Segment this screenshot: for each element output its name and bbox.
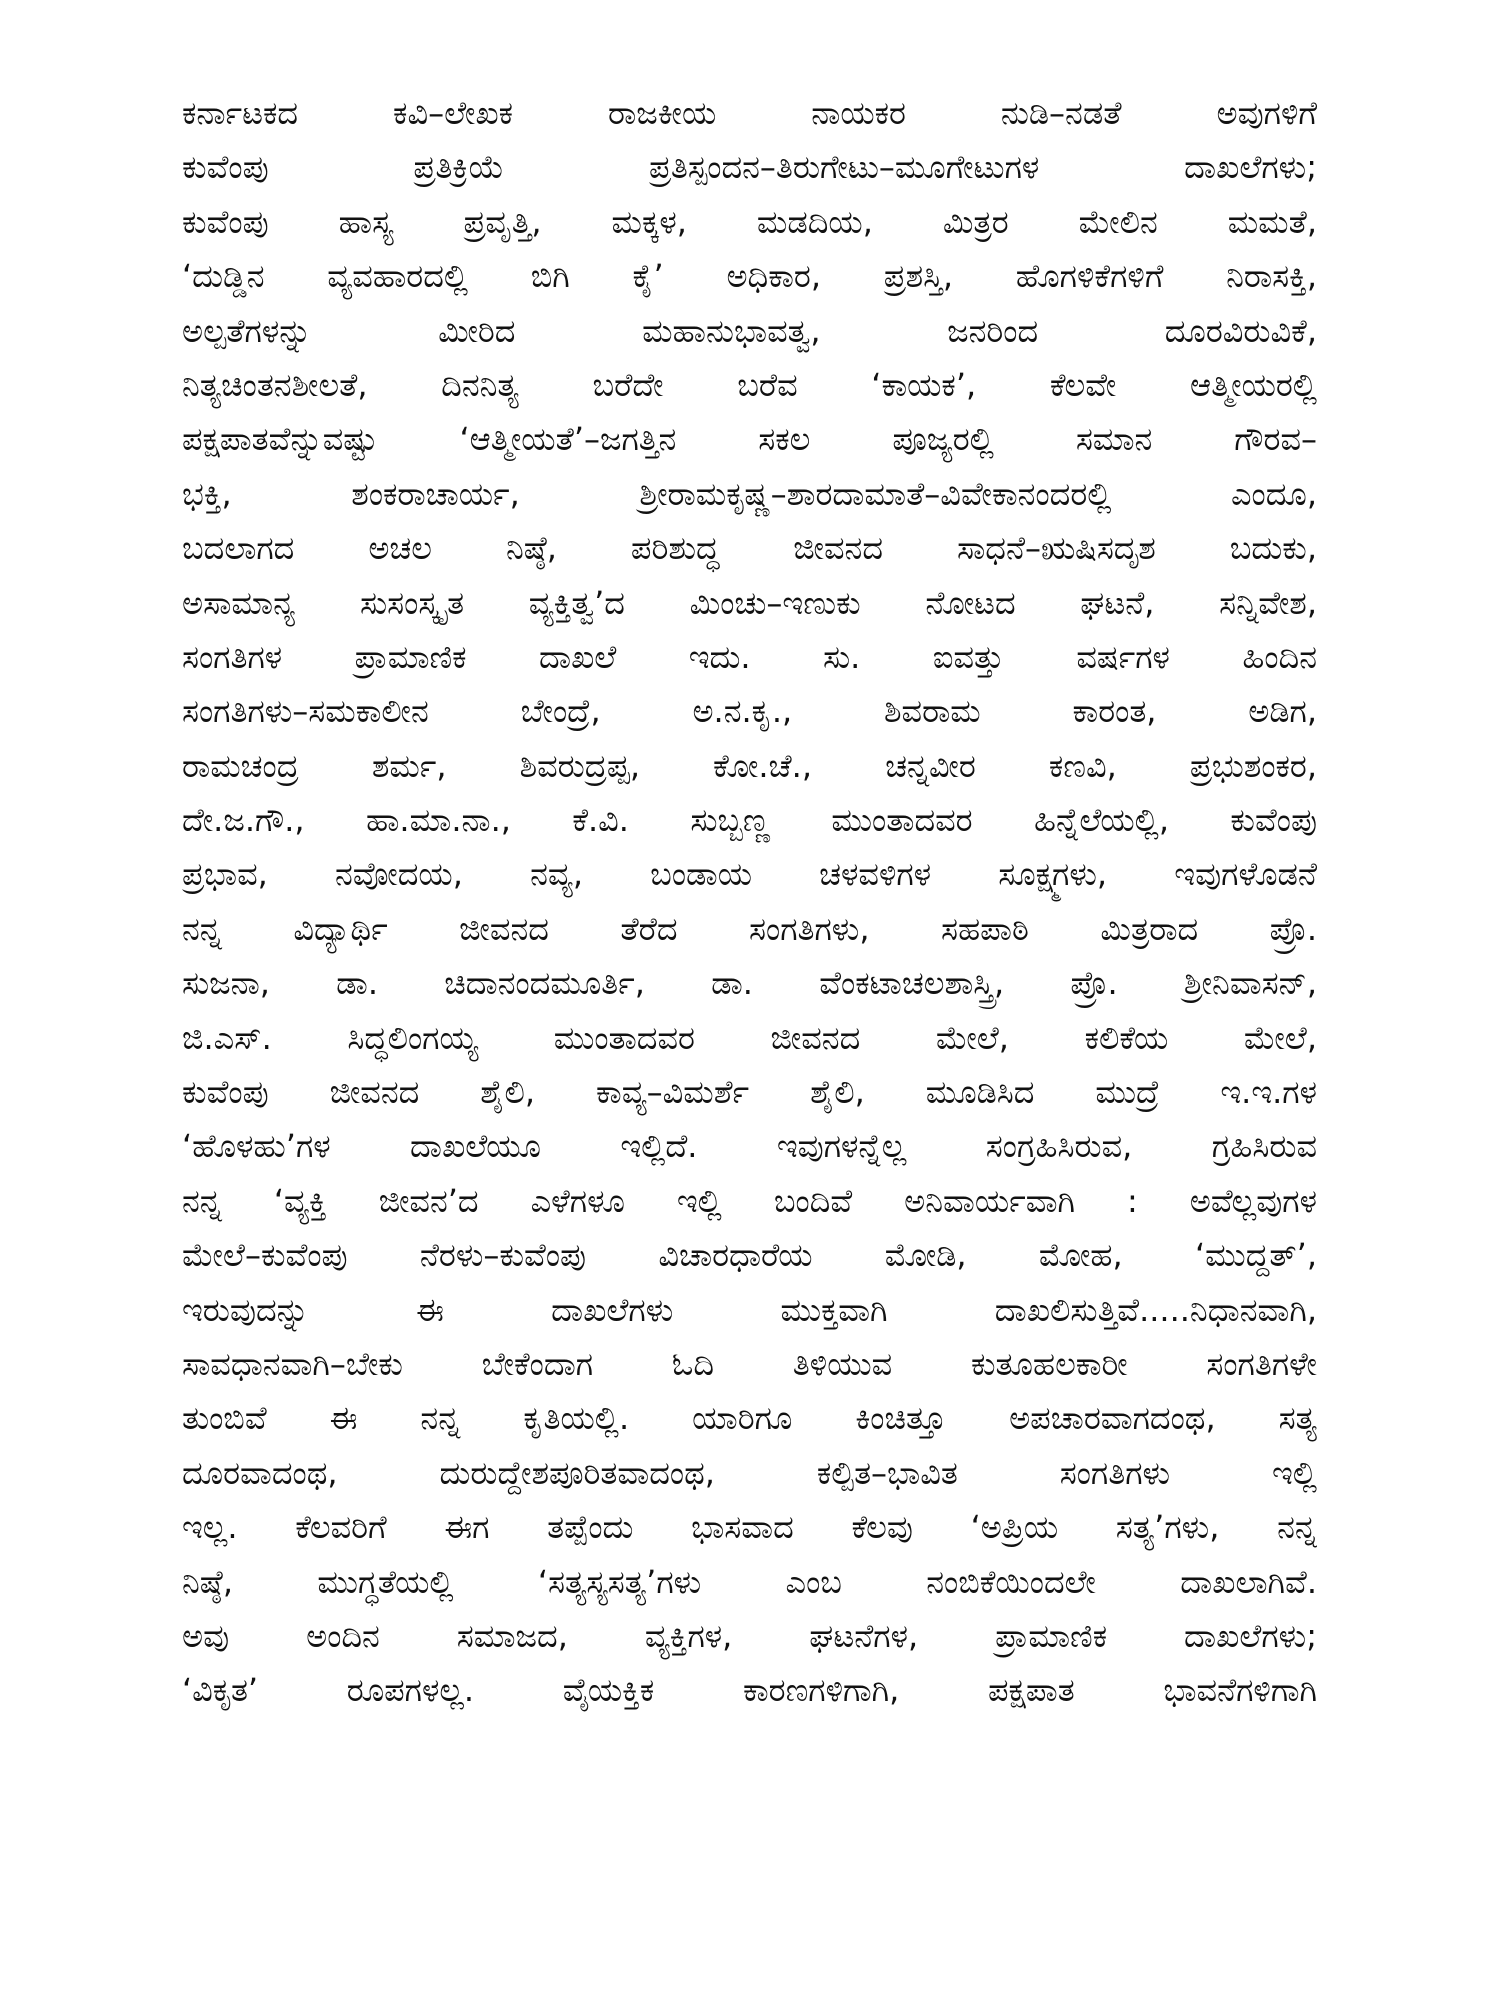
- text-line: ಜಿ.ಎಸ್. ಸಿದ್ಧಲಿಂಗಯ್ಯ ಮುಂತಾದವರ ಜೀವನದ ಮೇಲೆ, ಕಲಿಕೆಯ ಮೇಲೆ,: [182, 1018, 1317, 1057]
- text-line: ತುಂಬಿವೆ ಈ ನನ್ನ ಕೃತಿಯಲ್ಲಿ. ಯಾರಿಗೂ ಕಿಂಚಿತ್ತೂ ಅಪಚಾರವಾಗದಂಥ, ಸತ್ಯ: [182, 1399, 1317, 1438]
- text-line: ನನ್ನ ‘ವ್ಯಕ್ತಿ ಜೀವನ’ದ ಎಳೆಗಳೂ ಇಲ್ಲಿ ಬಂದಿವೆ ಅನಿವಾರ್ಯವಾಗಿ : ಅವೆಲ್ಲವುಗಳ: [182, 1181, 1317, 1220]
- text-line: ಸಾವಧಾನವಾಗಿ–ಬೇಕು ಬೇಕೆಂದಾಗ ಓದಿ ತಿಳಿಯುವ ಕುತೂಹಲಕಾರೀ ಸಂಗತಿಗಳೇ: [182, 1344, 1317, 1383]
- text-line: ಅವು ಅಂದಿನ ಸಮಾಜದ, ವ್ಯಕ್ತಿಗಳ, ಘಟನೆಗಳ, ಪ್ರಾಮಾಣಿಕ ದಾಖಲೆಗಳು;: [182, 1616, 1317, 1655]
- text-line: ಕುವೆಂಪು ಹಾಸ್ಯ ಪ್ರವೃತ್ತಿ, ಮಕ್ಕಳ, ಮಡದಿಯ, ಮಿತ್ರರ ಮೇಲಿನ ಮಮತೆ,: [182, 202, 1317, 241]
- text-line: ಪ್ರಭಾವ, ನವೋದಯ, ನವ್ಯ, ಬಂಡಾಯ ಚಳವಳಿಗಳ ಸೂಕ್ಷ್ಮಗಳು, ಇವುಗಳೊಡನೆ: [182, 855, 1317, 894]
- text-line: ಅಸಾಮಾನ್ಯ ಸುಸಂಸ್ಕೃತ ವ್ಯಕ್ತಿತ್ವ’ದ ಮಿಂಚು–ಇಣುಕು ನೋಟದ ಘಟನೆ, ಸನ್ನಿವೇಶ,: [182, 583, 1317, 622]
- text-line: ಇರುವುದನ್ನು ಈ ದಾಖಲೆಗಳು ಮುಕ್ತವಾಗಿ ದಾಖಲಿಸುತ್ತಿವೆ.....ನಿಧಾನವಾಗಿ,: [182, 1290, 1317, 1329]
- text-line: ಇಲ್ಲ. ಕೆಲವರಿಗೆ ಈಗ ತಪ್ಪೆಂದು ಭಾಸವಾದ ಕೆಲವು ‘ಅಪ್ರಿಯ ಸತ್ಯ’ಗಳು, ನನ್ನ: [182, 1508, 1317, 1547]
- text-line: ಸುಜನಾ, ಡಾ. ಚಿದಾನಂದಮೂರ್ತಿ, ಡಾ. ವೆಂಕಟಾಚಲಶಾಸ್ತ್ರಿ, ಪ್ರೊ. ಶ್ರೀನಿವಾಸನ್,: [182, 964, 1317, 1003]
- text-line: ಅಲ್ಪತೆಗಳನ್ನು ಮೀರಿದ ಮಹಾನುಭಾವತ್ವ, ಜನರಿಂದ ದೂರವಿರುವಿಕೆ,: [182, 311, 1317, 350]
- body-paragraph: [182, 86, 1317, 1718]
- text-line: ಸಂಗತಿಗಳು–ಸಮಕಾಲೀನ ಬೇಂದ್ರೆ, ಅ.ನ.ಕೃ., ಶಿವರಾಮ ಕಾರಂತ, ಅಡಿಗ,: [182, 692, 1317, 731]
- text-line: ಮೇಲೆ–ಕುವೆಂಪು ನೆರಳು–ಕುವೆಂಪು ವಿಚಾರಧಾರೆಯ ಮೋಡಿ, ಮೋಹ, ‘ಮುದ್ದತ್’,: [182, 1236, 1317, 1275]
- text-line: ನಿಷ್ಠೆ, ಮುಗ್ಧತೆಯಲ್ಲಿ ‘ಸತ್ಯಸ್ಯಸತ್ಯ’ಗಳು ಎಂಬ ನಂಬಿಕೆಯಿಂದಲೇ ದಾಖಲಾಗಿವೆ.: [182, 1562, 1317, 1601]
- text-line: ‘ಹೊಳಹು’ಗಳ ದಾಖಲೆಯೂ ಇಲ್ಲಿದೆ. ಇವುಗಳನ್ನೆಲ್ಲ ಸಂಗ್ರಹಿಸಿರುವ, ಗ್ರಹಿಸಿರುವ: [182, 1127, 1317, 1166]
- text-line: ಭಕ್ತಿ, ಶಂಕರಾಚಾರ್ಯ, ಶ್ರೀರಾಮಕೃಷ್ಣ–ಶಾರದಾಮಾತೆ–ವಿವೇಕಾನಂದರಲ್ಲಿ ಎಂದೂ,: [182, 474, 1317, 513]
- text-line: ಕುವೆಂಪು ಜೀವನದ ಶೈಲಿ, ಕಾವ್ಯ–ವಿಮರ್ಶೆ ಶೈಲಿ, ಮೂಡಿಸಿದ ಮುದ್ರೆ ಇ.ಇ.ಗಳ: [182, 1073, 1317, 1112]
- text-line: ರಾಮಚಂದ್ರ ಶರ್ಮ, ಶಿವರುದ್ರಪ್ಪ, ಕೋ.ಚೆ., ಚನ್ನವೀರ ಕಣವಿ, ಪ್ರಭುಶಂಕರ,: [182, 746, 1317, 785]
- text-line: ನಿತ್ಯಚಿಂತನಶೀಲತೆ, ದಿನನಿತ್ಯ ಬರೆದೇ ಬರೆವ ‘ಕಾಯಕ’, ಕೆಲವೇ ಆತ್ಮೀಯರಲ್ಲಿ: [182, 365, 1317, 404]
- text-line: ನನ್ನ ವಿದ್ಯಾರ್ಥಿ ಜೀವನದ ತೆರೆದ ಸಂಗತಿಗಳು, ಸಹಪಾಠಿ ಮಿತ್ರರಾದ ಪ್ರೊ.: [182, 909, 1317, 948]
- text-line: ಸಂಗತಿಗಳ ಪ್ರಾಮಾಣಿಕ ದಾಖಲೆ ಇದು. ಸು. ಐವತ್ತು ವರ್ಷಗಳ ಹಿಂದಿನ: [182, 637, 1317, 676]
- text-line: ಪಕ್ಷಪಾತವೆನ್ನುವಷ್ಟು ‘ಆತ್ಮೀಯತೆ’–ಜಗತ್ತಿನ ಸಕಲ ಪೂಜ್ಯರಲ್ಲಿ ಸಮಾನ ಗೌರವ–: [182, 420, 1317, 459]
- text-line: ‘ದುಡ್ಡಿನ ವ್ಯವಹಾರದಲ್ಲಿ ಬಿಗಿ ಕೈ’ ಅಧಿಕಾರ, ಪ್ರಶಸ್ತಿ, ಹೊಗಳಿಕೆಗಳಿಗೆ ನಿರಾಸಕ್ತಿ,: [182, 257, 1317, 296]
- text-line: ದೇ.ಜ.ಗೌ., ಹಾ.ಮಾ.ನಾ., ಕೆ.ವಿ. ಸುಬ್ಬಣ್ಣ ಮುಂತಾದವರ ಹಿನ್ನೆಲೆಯಲ್ಲಿ, ಕುವೆಂಪು: [182, 801, 1317, 840]
- text-line: ಕುವೆಂಪು ಪ್ರತಿಕ್ರಿಯೆ ಪ್ರತಿಸ್ಪಂದನ–ತಿರುಗೇಟು–ಮೂಗೇಟುಗಳ ದಾಖಲೆಗಳು;: [182, 148, 1317, 187]
- text-line: ಬದಲಾಗದ ಅಚಲ ನಿಷ್ಠೆ, ಪರಿಶುದ್ಧ ಜೀವನದ ಸಾಧನೆ–ಋಷಿಸದೃಶ ಬದುಕು,: [182, 529, 1317, 568]
- text-line: ಕರ್ನಾಟಕದ ಕವಿ–ಲೇಖಕ ರಾಜಕೀಯ ನಾಯಕರ ನುಡಿ–ನಡತೆ ಅವುಗಳಿಗೆ: [182, 94, 1317, 132]
- text-line: ‘ವಿಕೃತ’ ರೂಪಗಳಲ್ಲ. ವೈಯಕ್ತಿಕ ಕಾರಣಗಳಿಗಾಗಿ, ಪಕ್ಷಪಾತ ಭಾವನೆಗಳಿಗಾಗಿ: [182, 1671, 1317, 1710]
- text-line: ದೂರವಾದಂಥ, ದುರುದ್ದೇಶಪೂರಿತವಾದಂಥ, ಕಲ್ಪಿತ–ಭಾವಿತ ಸಂಗತಿಗಳು ಇಲ್ಲಿ: [182, 1453, 1317, 1492]
